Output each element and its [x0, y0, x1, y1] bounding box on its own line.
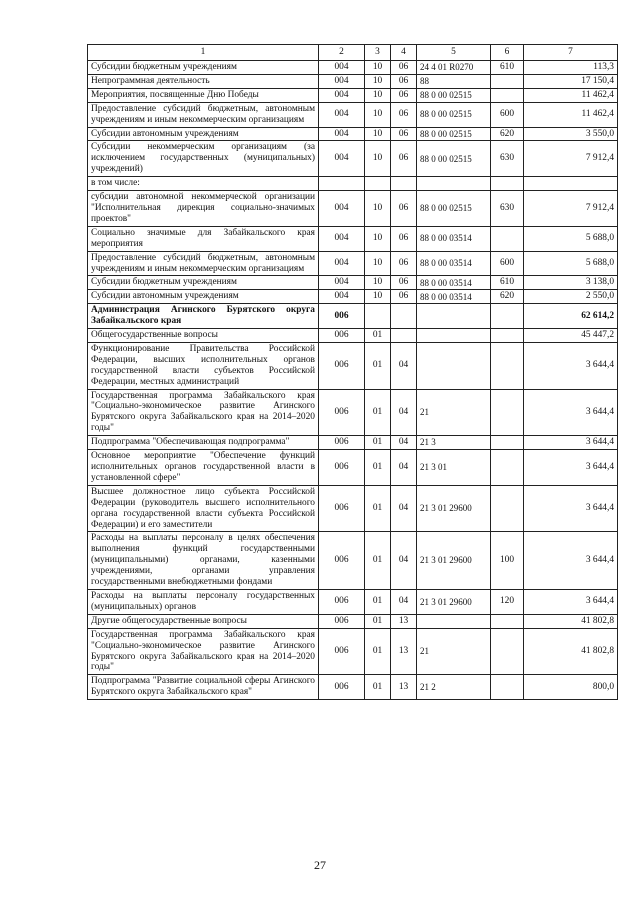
table-row	[88, 141, 618, 177]
table-row	[88, 589, 618, 614]
subsection-code-cell: 04	[391, 436, 417, 450]
ministry-code-cell: 004	[319, 74, 365, 88]
subsection-code-cell: 06	[391, 127, 417, 141]
amount-cell: 11 462,4	[524, 88, 618, 102]
section-code-cell: 10	[365, 141, 391, 177]
table-body	[88, 61, 618, 700]
amount-cell: 5 688,0	[524, 226, 618, 251]
table-row	[88, 436, 618, 450]
expense-type-code-cell: 600	[491, 251, 524, 276]
amount-cell: 45 447,2	[524, 329, 618, 343]
ministry-code-cell: 004	[319, 290, 365, 304]
section-code-cell: 10	[365, 88, 391, 102]
amount-cell: 3 138,0	[524, 276, 618, 290]
item-name-cell: Общегосударственные вопросы	[88, 329, 319, 343]
expense-type-code-cell: 630	[491, 191, 524, 227]
budget-table	[87, 44, 618, 700]
section-code-cell: 01	[365, 329, 391, 343]
amount-cell: 3 644,4	[524, 436, 618, 450]
table-row	[88, 485, 618, 532]
item-name-cell: Субсидии автономным учреждениям	[88, 290, 319, 304]
table-row	[88, 389, 618, 436]
header-cell-7: 7	[524, 45, 618, 61]
target-article-code-cell: 88 0 00 02515	[417, 127, 491, 141]
amount-cell: 5 688,0	[524, 251, 618, 276]
expense-type-code-cell	[491, 614, 524, 628]
amount-cell: 800,0	[524, 675, 618, 700]
expense-type-code-cell: 600	[491, 102, 524, 127]
target-article-code-cell: 88 0 00 02515	[417, 191, 491, 227]
item-name-cell: субсидии автономной некоммерческой организации "Исполнительная дирекция социально-значимых проектов"	[88, 191, 319, 227]
item-name-cell: Субсидии автономным учреждениям	[88, 127, 319, 141]
expense-type-code-cell	[491, 88, 524, 102]
target-article-code-cell: 88 0 00 03514	[417, 226, 491, 251]
target-article-code-cell: 21 3 01 29600	[417, 485, 491, 532]
amount-cell: 7 912,4	[524, 191, 618, 227]
table-row	[88, 88, 618, 102]
table-row	[88, 614, 618, 628]
ministry-code-cell: 006	[319, 304, 365, 329]
ministry-code-cell: 004	[319, 226, 365, 251]
subsection-code-cell: 04	[391, 342, 417, 389]
section-code-cell: 01	[365, 342, 391, 389]
expense-type-code-cell: 120	[491, 589, 524, 614]
subsection-code-cell: 13	[391, 628, 417, 675]
item-name-cell: Администрация Агинского Бурятского округа Забайкальского края	[88, 304, 319, 329]
table-row	[88, 127, 618, 141]
subsection-code-cell: 06	[391, 290, 417, 304]
ministry-code-cell: 006	[319, 329, 365, 343]
subsection-code-cell: 04	[391, 389, 417, 436]
expense-type-code-cell	[491, 342, 524, 389]
item-name-cell: Государственная программа Забайкальского края "Социально-экономическое развитие Агинского Бурятского округа Забайкальского края на 2014–2020 годы"	[88, 628, 319, 675]
subsection-code-cell: 13	[391, 675, 417, 700]
section-code-cell: 01	[365, 628, 391, 675]
ministry-code-cell: 006	[319, 628, 365, 675]
ministry-code-cell: 004	[319, 61, 365, 75]
amount-cell: 17 150,4	[524, 74, 618, 88]
item-name-cell: Расходы на выплаты персоналу государственных (муниципальных) органов	[88, 589, 319, 614]
expense-type-code-cell	[491, 177, 524, 191]
expense-type-code-cell	[491, 226, 524, 251]
amount-cell: 3 644,4	[524, 389, 618, 436]
item-name-cell: Другие общегосударственные вопросы	[88, 614, 319, 628]
subsection-code-cell: 04	[391, 532, 417, 590]
amount-cell: 3 644,4	[524, 485, 618, 532]
subsection-code-cell	[391, 304, 417, 329]
subsection-code-cell: 06	[391, 251, 417, 276]
target-article-code-cell: 88 0 00 03514	[417, 251, 491, 276]
item-name-cell: Высшее должностное лицо субъекта Российской Федерации (руководитель высшего исполнительного органа государственной власти субъекта Российской Федерации) и его заместители	[88, 485, 319, 532]
subsection-code-cell: 04	[391, 450, 417, 486]
header-cell-3: 3	[365, 45, 391, 61]
expense-type-code-cell	[491, 628, 524, 675]
ministry-code-cell: 004	[319, 102, 365, 127]
table-row	[88, 450, 618, 486]
table-row	[88, 102, 618, 127]
table-row	[88, 304, 618, 329]
section-code-cell: 10	[365, 290, 391, 304]
section-code-cell: 10	[365, 251, 391, 276]
table-row	[88, 74, 618, 88]
ministry-code-cell: 004	[319, 141, 365, 177]
page-number: 27	[314, 858, 326, 872]
target-article-code-cell: 88 0 00 02515	[417, 141, 491, 177]
target-article-code-cell: 88 0 00 03514	[417, 276, 491, 290]
amount-cell: 41 802,8	[524, 628, 618, 675]
subsection-code-cell: 06	[391, 276, 417, 290]
section-code-cell: 01	[365, 589, 391, 614]
table-row	[88, 276, 618, 290]
ministry-code-cell: 006	[319, 675, 365, 700]
item-name-cell: Непрограммная деятельность	[88, 74, 319, 88]
section-code-cell: 10	[365, 61, 391, 75]
subsection-code-cell: 13	[391, 614, 417, 628]
subsection-code-cell: 06	[391, 88, 417, 102]
expense-type-code-cell	[491, 304, 524, 329]
section-code-cell: 01	[365, 532, 391, 590]
item-name-cell: в том числе:	[88, 177, 319, 191]
amount-cell	[524, 177, 618, 191]
table-row	[88, 290, 618, 304]
item-name-cell: Субсидии бюджетным учреждениям	[88, 61, 319, 75]
item-name-cell: Субсидии бюджетным учреждениям	[88, 276, 319, 290]
item-name-cell: Подпрограмма "Развитие социальной сферы Агинского Бурятского округа Забайкальского края"	[88, 675, 319, 700]
item-name-cell: Функционирование Правительства Российской Федерации, высших исполнительных органов государственной власти субъектов Российской Федерации, местных администраций	[88, 342, 319, 389]
table-row	[88, 628, 618, 675]
subsection-code-cell	[391, 177, 417, 191]
expense-type-code-cell	[491, 74, 524, 88]
table-row	[88, 329, 618, 343]
item-name-cell: Государственная программа Забайкальского края "Социально-экономическое развитие Агинского Бурятского округа Забайкальского края на 2014–2020 годы"	[88, 389, 319, 436]
target-article-code-cell: 21 3 01	[417, 450, 491, 486]
amount-cell: 7 912,4	[524, 141, 618, 177]
table-row	[88, 342, 618, 389]
target-article-code-cell	[417, 177, 491, 191]
section-code-cell	[365, 177, 391, 191]
target-article-code-cell: 21	[417, 389, 491, 436]
expense-type-code-cell	[491, 675, 524, 700]
ministry-code-cell: 006	[319, 342, 365, 389]
target-article-code-cell	[417, 342, 491, 389]
section-code-cell	[365, 304, 391, 329]
amount-cell: 11 462,4	[524, 102, 618, 127]
ministry-code-cell: 006	[319, 614, 365, 628]
target-article-code-cell: 21 3 01 29600	[417, 532, 491, 590]
table-row	[88, 226, 618, 251]
amount-cell: 2 550,0	[524, 290, 618, 304]
table-row	[88, 177, 618, 191]
ministry-code-cell: 006	[319, 485, 365, 532]
target-article-code-cell	[417, 329, 491, 343]
ministry-code-cell: 004	[319, 276, 365, 290]
target-article-code-cell: 21	[417, 628, 491, 675]
ministry-code-cell: 004	[319, 88, 365, 102]
ministry-code-cell: 006	[319, 436, 365, 450]
section-code-cell: 10	[365, 226, 391, 251]
amount-cell: 41 802,8	[524, 614, 618, 628]
ministry-code-cell: 004	[319, 127, 365, 141]
header-cell-5: 5	[417, 45, 491, 61]
target-article-code-cell: 88 0 00 03514	[417, 290, 491, 304]
ministry-code-cell: 006	[319, 389, 365, 436]
target-article-code-cell	[417, 304, 491, 329]
target-article-code-cell: 21 3	[417, 436, 491, 450]
target-article-code-cell	[417, 614, 491, 628]
section-code-cell: 10	[365, 102, 391, 127]
item-name-cell: Предоставление субсидий бюджетным, автономным учреждениям и иным некоммерческим организациям	[88, 251, 319, 276]
ministry-code-cell: 006	[319, 589, 365, 614]
expense-type-code-cell: 610	[491, 61, 524, 75]
header-cell-1: 1	[88, 45, 319, 61]
section-code-cell: 01	[365, 436, 391, 450]
table-row	[88, 61, 618, 75]
amount-cell: 3 550,0	[524, 127, 618, 141]
target-article-code-cell: 88 0 00 02515	[417, 88, 491, 102]
subsection-code-cell: 06	[391, 61, 417, 75]
section-code-cell: 10	[365, 74, 391, 88]
target-article-code-cell: 88	[417, 74, 491, 88]
table-row	[88, 532, 618, 590]
section-code-cell: 10	[365, 127, 391, 141]
table-row	[88, 191, 618, 227]
item-name-cell: Расходы на выплаты персоналу в целях обеспечения выполнения функций государственными (муниципальными) органами, казенными учреждениями, органами управления государственными внебюджетными фондами	[88, 532, 319, 590]
header-cell-4: 4	[391, 45, 417, 61]
target-article-code-cell: 21 2	[417, 675, 491, 700]
ministry-code-cell	[319, 177, 365, 191]
expense-type-code-cell	[491, 485, 524, 532]
item-name-cell: Социально значимые для Забайкальского края мероприятия	[88, 226, 319, 251]
ministry-code-cell: 004	[319, 191, 365, 227]
expense-type-code-cell	[491, 450, 524, 486]
expense-type-code-cell: 620	[491, 290, 524, 304]
target-article-code-cell: 24 4 01 R0270	[417, 61, 491, 75]
amount-cell: 3 644,4	[524, 532, 618, 590]
item-name-cell: Мероприятия, посвященные Дню Победы	[88, 88, 319, 102]
header-row	[88, 45, 618, 61]
section-code-cell: 01	[365, 485, 391, 532]
item-name-cell: Подпрограмма "Обеспечивающая подпрограмма"	[88, 436, 319, 450]
amount-cell: 3 644,4	[524, 450, 618, 486]
section-code-cell: 01	[365, 675, 391, 700]
subsection-code-cell: 04	[391, 589, 417, 614]
item-name-cell: Субсидии некоммерческим организациям (за исключением государственных (муниципальных) учреждений)	[88, 141, 319, 177]
subsection-code-cell: 06	[391, 74, 417, 88]
item-name-cell: Основное мероприятие "Обеспечение функций исполнительных органов государственной власти в установленной сфере"	[88, 450, 319, 486]
table-row	[88, 675, 618, 700]
expense-type-code-cell	[491, 329, 524, 343]
ministry-code-cell: 006	[319, 450, 365, 486]
target-article-code-cell: 21 3 01 29600	[417, 589, 491, 614]
subsection-code-cell: 06	[391, 102, 417, 127]
section-code-cell: 01	[365, 389, 391, 436]
target-article-code-cell: 88 0 00 02515	[417, 102, 491, 127]
amount-cell: 62 614,2	[524, 304, 618, 329]
item-name-cell: Предоставление субсидий бюджетным, автономным учреждениям и иным некоммерческим организациям	[88, 102, 319, 127]
ministry-code-cell: 004	[319, 251, 365, 276]
section-code-cell: 10	[365, 276, 391, 290]
header-cell-2: 2	[319, 45, 365, 61]
subsection-code-cell: 04	[391, 485, 417, 532]
ministry-code-cell: 006	[319, 532, 365, 590]
subsection-code-cell: 06	[391, 191, 417, 227]
expense-type-code-cell: 610	[491, 276, 524, 290]
expense-type-code-cell: 630	[491, 141, 524, 177]
subsection-code-cell	[391, 329, 417, 343]
amount-cell: 113,3	[524, 61, 618, 75]
expense-type-code-cell	[491, 436, 524, 450]
section-code-cell: 01	[365, 614, 391, 628]
header-cell-6: 6	[491, 45, 524, 61]
subsection-code-cell: 06	[391, 226, 417, 251]
amount-cell: 3 644,4	[524, 342, 618, 389]
amount-cell: 3 644,4	[524, 589, 618, 614]
expense-type-code-cell	[491, 389, 524, 436]
subsection-code-cell: 06	[391, 141, 417, 177]
section-code-cell: 01	[365, 450, 391, 486]
expense-type-code-cell: 620	[491, 127, 524, 141]
section-code-cell: 10	[365, 191, 391, 227]
expense-type-code-cell: 100	[491, 532, 524, 590]
table-row	[88, 251, 618, 276]
